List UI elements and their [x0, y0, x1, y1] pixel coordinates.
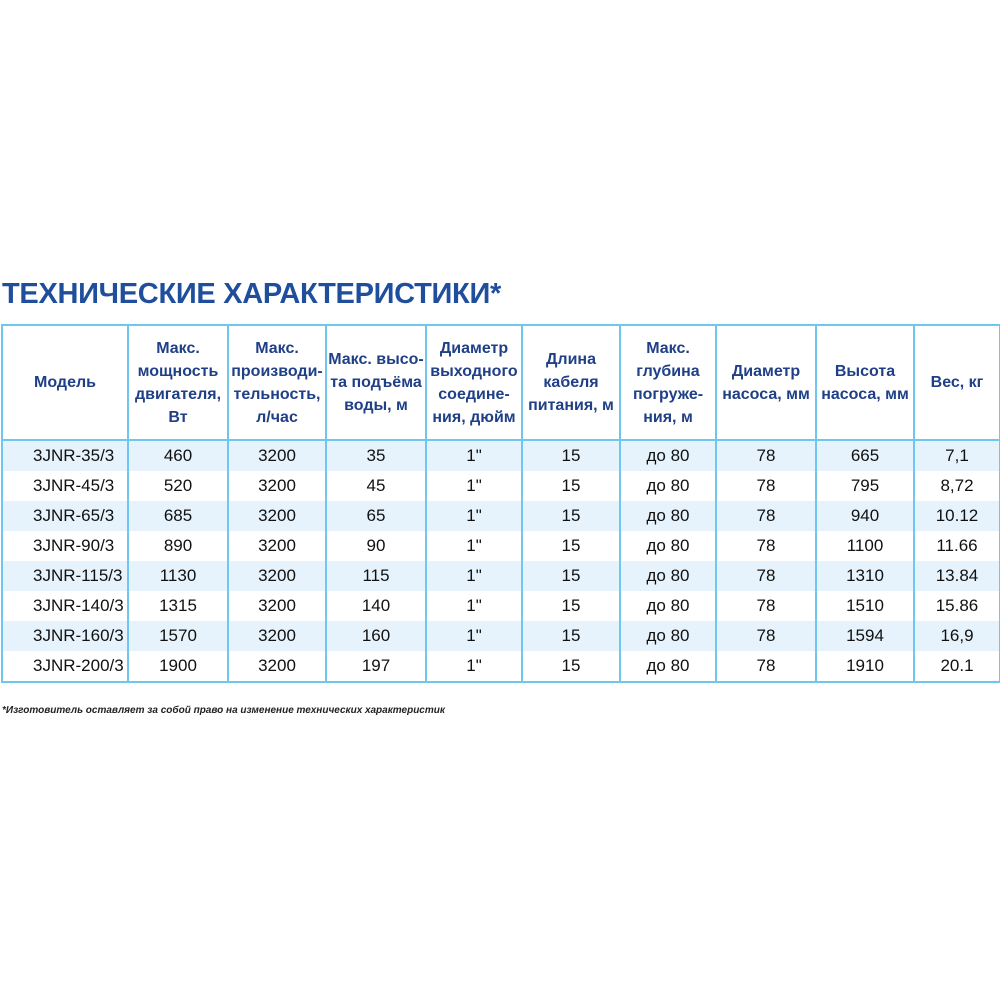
table-cell: 1130: [128, 561, 228, 591]
table-cell: до 80: [620, 591, 716, 621]
table-cell: 1315: [128, 591, 228, 621]
table-cell: 15: [522, 561, 620, 591]
table-cell: 3200: [228, 651, 326, 682]
table-row: [2, 531, 1000, 561]
column-header: Диаметр выходного соедине- ния, дюйм: [426, 325, 522, 440]
table-cell: 665: [816, 440, 914, 471]
table-cell: 78: [716, 621, 816, 651]
table-cell: 15: [522, 440, 620, 471]
specs-table: [1, 324, 1000, 683]
table-cell: 460: [128, 440, 228, 471]
table-cell: 15: [522, 591, 620, 621]
table-cell: 3200: [228, 501, 326, 531]
table-cell: 15: [522, 651, 620, 682]
table-cell: 1": [426, 561, 522, 591]
table-cell: 3200: [228, 621, 326, 651]
table-row: [2, 440, 1000, 471]
column-header: Макс. глубина погруже- ния, м: [620, 325, 716, 440]
model-cell: 3JNR-160/3: [2, 621, 128, 651]
table-cell: 685: [128, 501, 228, 531]
table-cell: 1": [426, 501, 522, 531]
model-cell: 3JNR-140/3: [2, 591, 128, 621]
table-cell: 1": [426, 440, 522, 471]
table-cell: 13.84: [914, 561, 1000, 591]
table-cell: 78: [716, 471, 816, 501]
table-cell: 35: [326, 440, 426, 471]
table-body: [2, 440, 1000, 682]
table-row: [2, 501, 1000, 531]
table-cell: до 80: [620, 501, 716, 531]
table-cell: 1910: [816, 651, 914, 682]
table-cell: 45: [326, 471, 426, 501]
table-cell: до 80: [620, 621, 716, 651]
column-header: Длина кабеля питания, м: [522, 325, 620, 440]
table-cell: 20.1: [914, 651, 1000, 682]
table-cell: 1570: [128, 621, 228, 651]
table-cell: 10.12: [914, 501, 1000, 531]
model-cell: 3JNR-35/3: [2, 440, 128, 471]
table-cell: 8,72: [914, 471, 1000, 501]
table-row: [2, 471, 1000, 501]
table-cell: 15.86: [914, 591, 1000, 621]
column-header: Высота насоса, мм: [816, 325, 914, 440]
table-cell: 3200: [228, 591, 326, 621]
table-cell: 65: [326, 501, 426, 531]
table-cell: 1": [426, 621, 522, 651]
table-cell: 1310: [816, 561, 914, 591]
table-cell: 795: [816, 471, 914, 501]
model-cell: 3JNR-115/3: [2, 561, 128, 591]
footnote: *Изготовитель оставляет за собой право на изменение технических характеристик: [2, 705, 445, 716]
table-cell: 3200: [228, 561, 326, 591]
table-cell: 78: [716, 440, 816, 471]
table-cell: 78: [716, 531, 816, 561]
table-cell: 78: [716, 591, 816, 621]
table-cell: до 80: [620, 531, 716, 561]
table-cell: 15: [522, 471, 620, 501]
model-cell: 3JNR-200/3: [2, 651, 128, 682]
table-row: [2, 651, 1000, 682]
table-cell: 1": [426, 531, 522, 561]
column-header: Вес, кг: [914, 325, 1000, 440]
table-row: [2, 561, 1000, 591]
table-cell: 115: [326, 561, 426, 591]
model-cell: 3JNR-90/3: [2, 531, 128, 561]
table-cell: 1100: [816, 531, 914, 561]
table-cell: 1": [426, 471, 522, 501]
page-title: ТЕХНИЧЕСКИЕ ХАРАКТЕРИСТИКИ*: [2, 278, 501, 310]
table-cell: 160: [326, 621, 426, 651]
table-cell: до 80: [620, 471, 716, 501]
table-cell: 1": [426, 651, 522, 682]
table-cell: 3200: [228, 440, 326, 471]
column-header: Макс. мощность двигателя, Вт: [128, 325, 228, 440]
table-cell: 78: [716, 501, 816, 531]
table-cell: 7,1: [914, 440, 1000, 471]
table-cell: до 80: [620, 561, 716, 591]
table-cell: 1900: [128, 651, 228, 682]
table-cell: 15: [522, 621, 620, 651]
column-header: Модель: [2, 325, 128, 440]
table-cell: до 80: [620, 440, 716, 471]
table-cell: 78: [716, 561, 816, 591]
table-cell: 1510: [816, 591, 914, 621]
table-cell: 15: [522, 531, 620, 561]
table-row: [2, 621, 1000, 651]
table-cell: 140: [326, 591, 426, 621]
table-cell: 16,9: [914, 621, 1000, 651]
table-cell: 197: [326, 651, 426, 682]
model-cell: 3JNR-45/3: [2, 471, 128, 501]
table-cell: до 80: [620, 651, 716, 682]
table-cell: 3200: [228, 471, 326, 501]
table-header-row: [2, 325, 1000, 440]
column-header: Макс. производи- тельность, л/час: [228, 325, 326, 440]
table-cell: 90: [326, 531, 426, 561]
table-cell: 11.66: [914, 531, 1000, 561]
table-cell: 1": [426, 591, 522, 621]
table-cell: 15: [522, 501, 620, 531]
table-cell: 3200: [228, 531, 326, 561]
table-cell: 520: [128, 471, 228, 501]
table-row: [2, 591, 1000, 621]
column-header: Диаметр насоса, мм: [716, 325, 816, 440]
table-cell: 1594: [816, 621, 914, 651]
model-cell: 3JNR-65/3: [2, 501, 128, 531]
table-cell: 78: [716, 651, 816, 682]
table-cell: 940: [816, 501, 914, 531]
table-cell: 890: [128, 531, 228, 561]
column-header: Макс. высо- та подъёма воды, м: [326, 325, 426, 440]
